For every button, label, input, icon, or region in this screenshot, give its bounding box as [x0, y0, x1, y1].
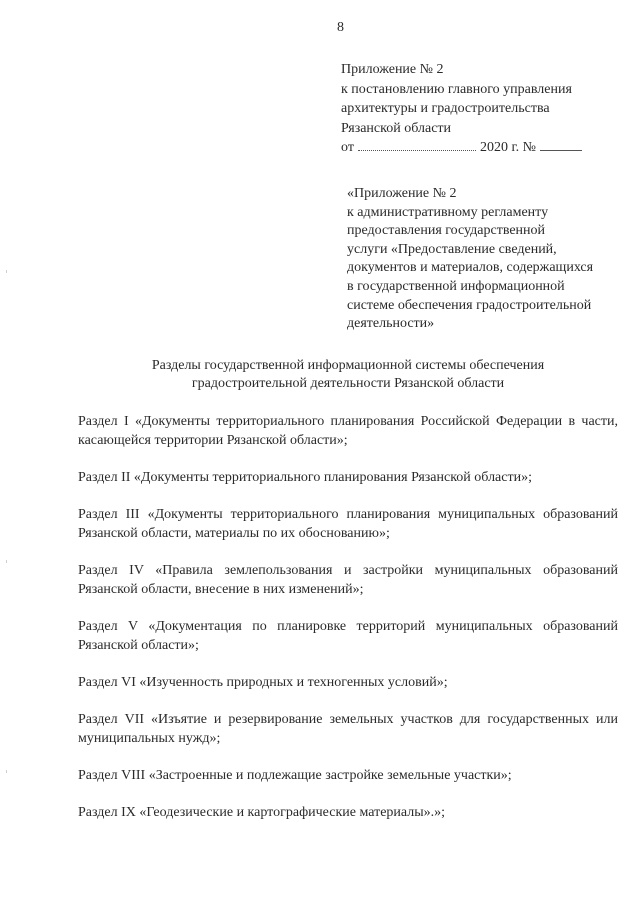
quoted-appendix — [347, 185, 637, 334]
quoted-appendix-line: системе обеспечения градостроительной — [347, 297, 592, 313]
date-year: 2020 г. № — [479, 140, 536, 155]
section-item-2: Раздел II «Документы территориального планирования Рязанской области»; — [78, 470, 532, 485]
appendix-line: Рязанской области — [341, 120, 452, 136]
section-item-6: Раздел VI «Изученность природных и техногенных условий»; — [78, 675, 448, 690]
section-item-8: Раздел VIII «Застроенные и подлежащие застройке земельные участки»; — [78, 768, 512, 783]
heading-line: градостроительной деятельности Рязанской области — [191, 376, 505, 391]
date-prefix: от — [341, 140, 354, 155]
appendix-title: Приложение № 2 — [341, 62, 444, 77]
section-item-5: Раздел V «Документация по планировке территорий муниципальных образований Рязанской области»; — [78, 619, 618, 653]
section-item-3: Раздел III «Документы территориального планирования муниципальных образований Рязанской области, материалы по их обоснованию»; — [78, 507, 618, 541]
quoted-appendix-line: к административному регламенту — [347, 204, 549, 220]
appendix-line: к постановлению главного управления — [341, 81, 572, 97]
date-blank — [358, 138, 476, 151]
quoted-appendix-line: «Приложение № 2 — [347, 186, 457, 201]
sections-list — [78, 412, 618, 840]
page-number: 8 — [337, 20, 345, 35]
scan-mark — [6, 560, 7, 563]
appendix-date-line — [341, 138, 631, 158]
quoted-appendix-line: деятельности» — [347, 316, 435, 332]
document-heading — [78, 357, 618, 393]
scan-mark — [6, 270, 7, 273]
section-item-4: Раздел IV «Правила землепользования и застройки муниципальных образований Рязанской области, внесение в них изменений»; — [78, 563, 618, 597]
heading-line: Разделы государственной информационной системы обеспечения — [151, 358, 545, 373]
section-item-1: Раздел I «Документы территориального планирования Российской Федерации в части, касающейся территории Рязанской области»; — [78, 414, 618, 448]
quoted-appendix-line: документов и материалов, содержащихся — [347, 260, 594, 276]
appendix-line: архитектуры и градостроительства — [341, 101, 550, 116]
section-item-7: Раздел VII «Изъятие и резервирование земельных участков для государственных или муниципальных нужд»; — [78, 712, 618, 746]
scan-mark — [6, 770, 7, 773]
number-blank — [540, 138, 582, 151]
quoted-appendix-line: услуги «Предоставление сведений, — [347, 241, 557, 257]
quoted-appendix-line: предоставления государственной — [347, 223, 546, 239]
quoted-appendix-line: в государственной информационной — [347, 278, 565, 294]
appendix-header — [341, 60, 631, 158]
section-item-9: Раздел IX «Геодезические и картографические материалы».»; — [78, 805, 446, 820]
